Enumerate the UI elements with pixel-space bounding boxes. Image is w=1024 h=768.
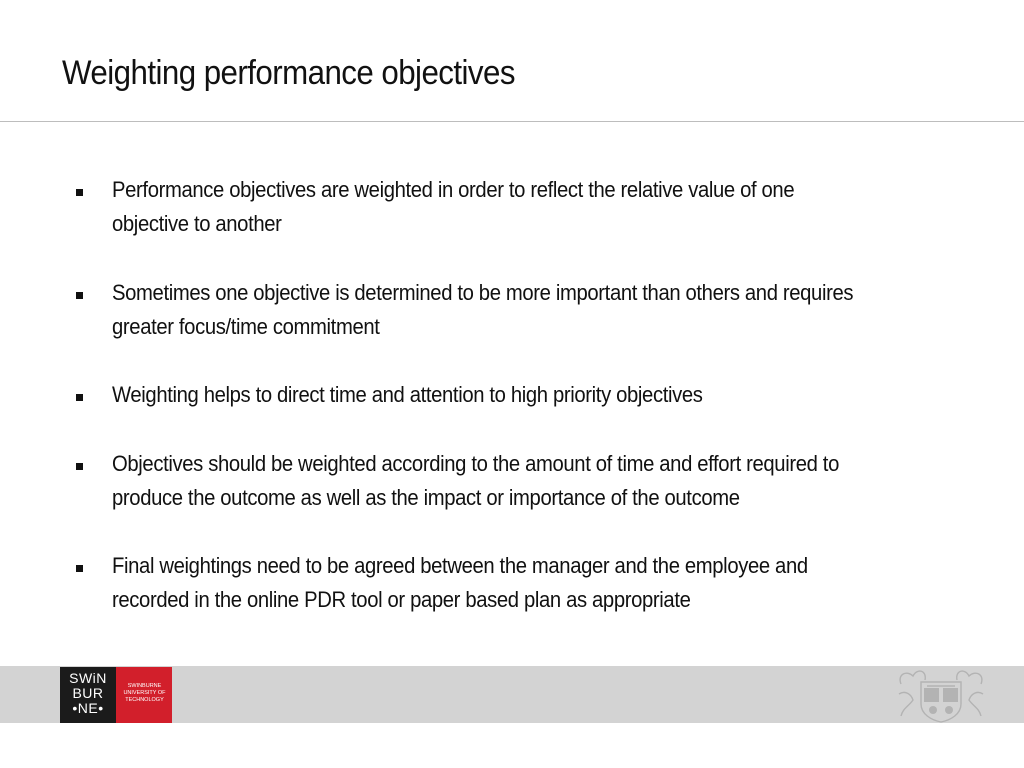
bullet-line: objective to another	[112, 211, 282, 236]
university-crest-watermark-icon	[893, 664, 989, 724]
bullet-square-icon	[76, 189, 83, 196]
bullet-line: Performance objectives are weighted in order to reflect the relative value of one	[112, 177, 795, 202]
bullet-line: Weighting helps to direct time and attention to high priority objectives	[112, 382, 703, 407]
title-divider	[0, 121, 1024, 122]
bullet-line: recorded in the online PDR tool or paper based plan as appropriate	[112, 587, 691, 612]
slide-title: Weighting performance objectives	[62, 54, 515, 92]
bullet-line: Sometimes one objective is determined to be more important than others and requires	[112, 280, 854, 305]
bullet-square-icon	[76, 394, 83, 401]
logo-wordmark	[60, 667, 116, 723]
logo-line: •NE•	[72, 700, 104, 716]
bullet-square-icon	[76, 292, 83, 299]
bullet-line: greater focus/time commitment	[112, 314, 380, 339]
logo-line: BUR	[72, 685, 104, 701]
logo-caption-line: UNIVERSITY OF	[123, 690, 166, 696]
bullet-square-icon	[76, 463, 83, 470]
bullet-line: Final weightings need to be agreed between the manager and the employee and	[112, 553, 808, 578]
logo-caption	[116, 667, 172, 723]
swinburne-logo	[60, 667, 172, 723]
logo-line: SWiN	[69, 670, 107, 686]
logo-caption-line: SWINBURNE	[127, 683, 162, 689]
bullet-line: Objectives should be weighted according to the amount of time and effort required to	[112, 451, 839, 476]
bullet-square-icon	[76, 565, 83, 572]
bullet-line: produce the outcome as well as the impact or importance of the outcome	[112, 485, 740, 510]
logo-caption-line: TECHNOLOGY	[125, 697, 164, 703]
